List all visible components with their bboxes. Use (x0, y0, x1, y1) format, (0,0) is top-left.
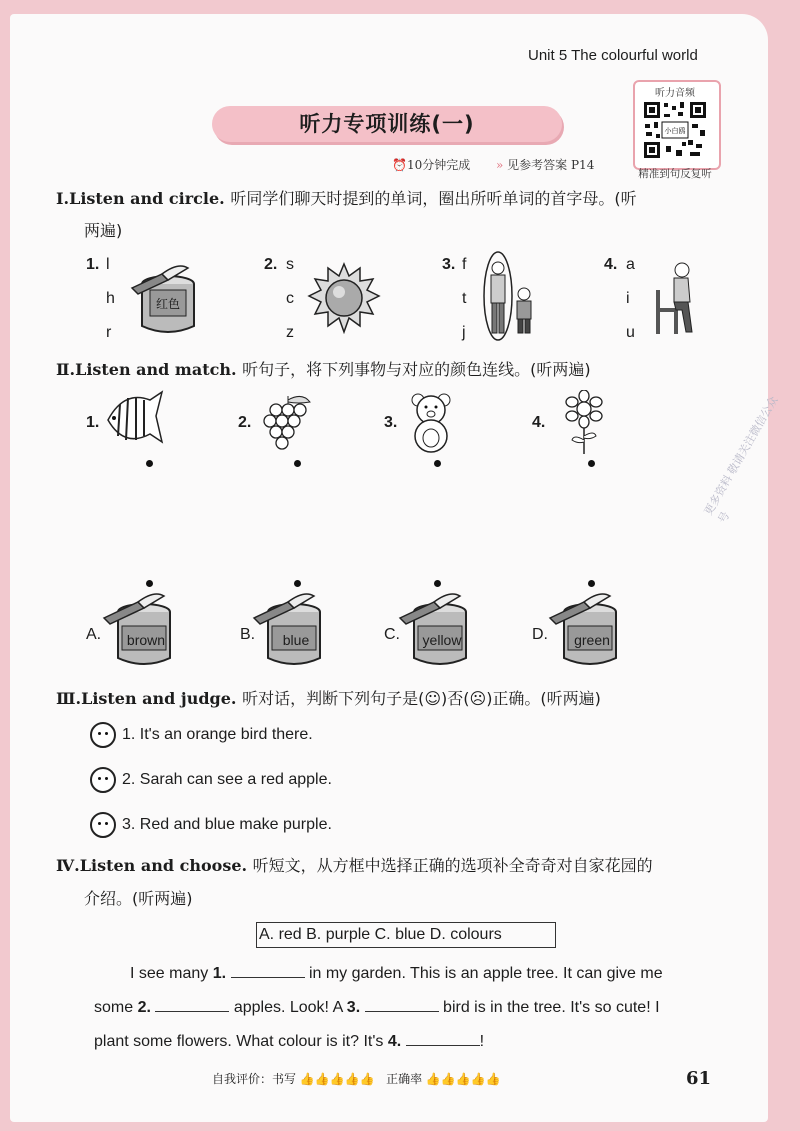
s2-option-d-letter: D. (532, 626, 548, 643)
judge-face-2[interactable] (90, 767, 116, 793)
s1-item-4-letter-1[interactable]: a (626, 256, 635, 273)
s1-item-1-letter-2[interactable]: h (106, 290, 115, 307)
s1-item-1-number: 1. (86, 256, 100, 273)
s1-item-3-number: 3. (442, 256, 456, 273)
sit-down-boy-icon (652, 262, 698, 336)
s2-top-2-number: 2. (238, 414, 252, 431)
paint-can-yellow-icon (400, 594, 466, 664)
qr-audio-label: 听力音频 (655, 88, 695, 99)
s1-item-3-letter-2[interactable]: t (462, 290, 467, 307)
paint-can-blue-icon (254, 594, 320, 664)
bear-icon (408, 392, 454, 454)
thumbs-up-icon[interactable]: 👍 (425, 1072, 441, 1086)
s1-item-4-number: 4. (604, 256, 618, 273)
section-4-title: Ⅳ.Listen and choose. 听短文，从方框中选择正确的选项补全奇奇对自家花园的 (56, 856, 653, 875)
thumbs-up-icon[interactable]: 👍 (329, 1072, 345, 1086)
passage-line-2: some 2. apples. Look! A 3. bird is in the tree. It's so cute! I (94, 999, 660, 1016)
s2-top-3-number: 3. (384, 414, 398, 431)
paint-cans-row (98, 590, 682, 672)
section-4-title-cont: 介绍。(听两遍) (84, 889, 193, 908)
judge-face-3[interactable] (90, 812, 116, 838)
flower-icon (564, 390, 604, 456)
smile-face-icon: ☺ (424, 689, 441, 708)
s2-bottom-a-dot[interactable] (146, 580, 153, 587)
thumbs-up-icon[interactable]: 👍 (314, 1072, 330, 1086)
s2-option-b-letter: B. (240, 626, 256, 643)
s1-item-1-letter-3[interactable]: r (106, 324, 112, 341)
judge-sentence-3: 3. Red and blue make purple. (122, 816, 332, 833)
judge-sentence-2: 2. Sarah can see a red apple. (122, 771, 332, 788)
s2-bottom-d-dot[interactable] (588, 580, 595, 587)
judge-sentence-1: 1. It's an orange bird there. (122, 726, 313, 743)
red-can-label: 红色 (155, 297, 181, 311)
options-box: A. red B. purple C. blue D. colours (256, 922, 556, 948)
s1-item-2-number: 2. (264, 256, 278, 273)
s2-top-1-number: 1. (86, 414, 100, 431)
s2-top-3-dot[interactable] (434, 460, 441, 467)
blank-1[interactable] (231, 963, 305, 978)
unit-header: Unit 5 The colourful world (528, 47, 698, 64)
thumbs-up-icon[interactable]: 👍 (455, 1072, 471, 1086)
s2-option-c-letter: C. (384, 626, 400, 643)
blank-2[interactable] (155, 997, 229, 1012)
can-label-brown: brown (126, 632, 166, 648)
s2-bottom-b-dot[interactable] (294, 580, 301, 587)
s2-top-4-dot[interactable] (588, 460, 595, 467)
clock-icon: ⏰ (392, 158, 407, 172)
s1-item-2-letter-1[interactable]: s (286, 256, 294, 273)
s1-item-4-letter-2[interactable]: i (626, 290, 630, 307)
section-1-title: Ⅰ.Listen and circle. 听同学们聊天时提到的单词，圈出所听单词的首字母。(听 (56, 189, 637, 208)
judge-face-1[interactable] (90, 722, 116, 748)
s2-top-1-dot[interactable] (146, 460, 153, 467)
qr-caption: 精准到句反复听 (638, 168, 712, 180)
thumbs-up-icon[interactable]: 👍 (485, 1072, 501, 1086)
section-1-title-cont: 两遍) (84, 221, 123, 240)
qr-code-icon[interactable] (642, 100, 708, 160)
page-number: 61 (686, 1068, 712, 1089)
section-3-title: Ⅲ.Listen and judge. 听对话，判断下列句子是(☺)否(☹)正确。(听两遍) (56, 689, 601, 708)
grapes-icon (258, 390, 316, 450)
s1-item-1-letter-1[interactable]: l (106, 256, 110, 273)
s1-item-4-letter-3[interactable]: u (626, 324, 635, 341)
time-note: ⏰10分钟完成 (392, 158, 471, 172)
sad-face-icon: ☹ (469, 689, 487, 708)
tall-and-short-boys-icon (480, 250, 540, 342)
paint-can-red-icon (128, 258, 204, 338)
blank-3[interactable] (365, 997, 439, 1012)
passage-line-1: I see many 1. in my garden. This is an apple tree. It can give me (130, 965, 663, 982)
s1-item-2-letter-2[interactable]: c (286, 290, 294, 307)
thumbs-up-icon[interactable]: 👍 (359, 1072, 375, 1086)
sun-icon (306, 262, 382, 334)
thumbs-up-icon[interactable]: 👍 (344, 1072, 360, 1086)
can-label-green: green (574, 632, 610, 648)
s1-item-3-letter-3[interactable]: j (462, 324, 466, 341)
s2-option-a-letter: A. (86, 626, 102, 643)
page-title: 听力专项训练(一) (212, 106, 562, 142)
answer-note: » 见参考答案 P14 (496, 158, 595, 172)
fish-icon (104, 386, 164, 452)
s1-item-2-letter-3[interactable]: z (286, 324, 294, 341)
passage-line-3: plant some flowers. What colour is it? It's 4. ! (94, 1033, 485, 1050)
s2-top-4-number: 4. (532, 414, 546, 431)
section-2-title: Ⅱ.Listen and match. 听句子，将下列事物与对应的颜色连线。(听两遍) (56, 360, 591, 379)
paint-can-brown-icon (104, 594, 170, 664)
qr-brand-text: 小白鸥 (664, 127, 686, 135)
thumbs-up-icon[interactable]: 👍 (440, 1072, 456, 1086)
thumbs-up-icon[interactable]: 👍 (299, 1072, 315, 1086)
paint-can-green-icon (550, 594, 616, 664)
s2-bottom-c-dot[interactable] (434, 580, 441, 587)
can-label-yellow: yellow (422, 632, 462, 648)
s2-top-2-dot[interactable] (294, 460, 301, 467)
blank-4[interactable] (406, 1031, 480, 1046)
thumbs-up-icon[interactable]: 👍 (470, 1072, 486, 1086)
footer-self-eval: 自我评价：书写 👍👍👍👍👍 正确率 👍👍👍👍👍 (212, 1072, 501, 1086)
watermark: 更多资料 敬请关注微信公众号 (702, 394, 781, 526)
can-label-blue: blue (282, 632, 310, 648)
s1-item-3-letter-1[interactable]: f (462, 256, 467, 273)
double-chevron-icon: » (496, 158, 504, 172)
